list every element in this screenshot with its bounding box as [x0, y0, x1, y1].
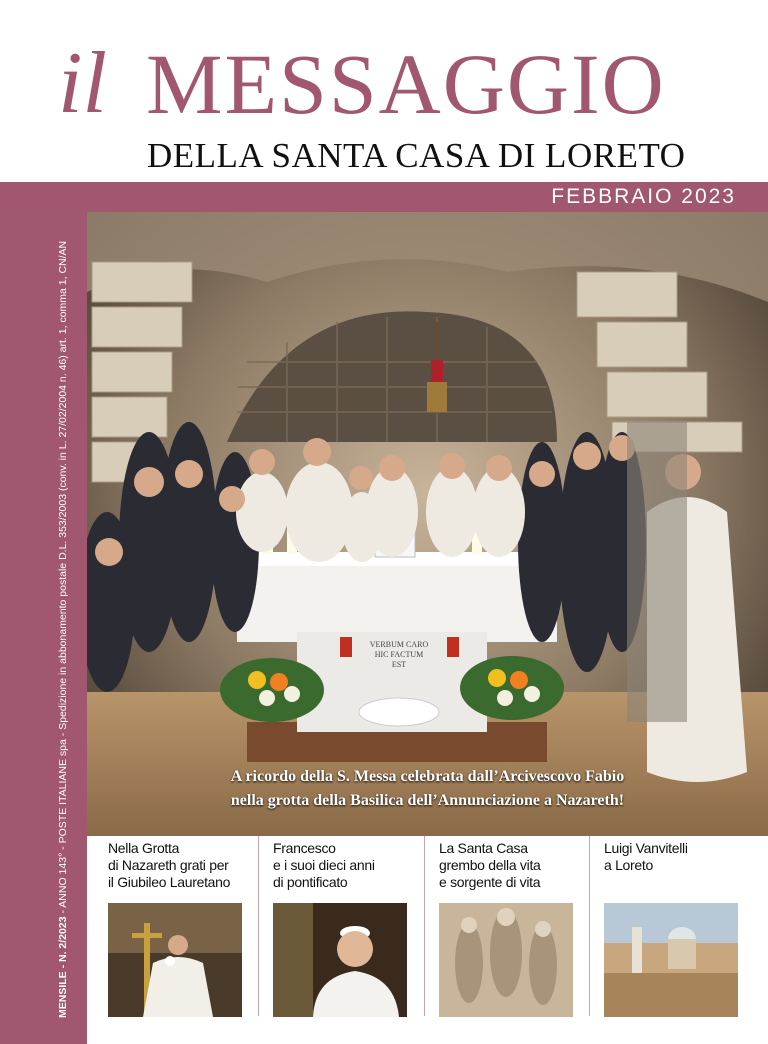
teaser-vanvitelli[interactable] [604, 840, 738, 898]
teaser-title: Francesco e i suoi dieci anni di pontificato [273, 840, 375, 890]
cover-photo [87, 212, 768, 836]
loreto-aerial-photo [604, 903, 738, 1017]
teaser-title: Nella Grotta di Nazareth grati per il Giubileo Lauretano [108, 840, 231, 890]
teaser-title: La Santa Casa grembo della vita e sorgente di vita [439, 840, 541, 890]
column-divider [424, 836, 425, 1016]
altar-inscription-2: HIC FACTUM [374, 650, 424, 659]
pope-francis-portrait-photo [273, 903, 407, 1017]
masthead [0, 0, 768, 182]
spine-strip [0, 182, 87, 1044]
magazine-subtitle: DELLA SANTA CASA DI LORETO [147, 136, 686, 175]
spine-text [57, 241, 69, 1018]
marble-relief-photo [439, 903, 573, 1017]
issue-date: FEBBRAIO 2023 [551, 185, 736, 208]
cover-caption-line-1: A ricordo della S. Messa celebrata dall’Arcivescovo Fabio [230, 768, 625, 785]
issue-number: MENSILE - N. 2/2023 [57, 916, 69, 1018]
altar-inscription-1: VERBUM CARO [369, 640, 429, 649]
title-prefix: il [58, 35, 107, 132]
cover-caption-line-2: nella grotta della Basilica dell’Annunciazione a Nazareth! [230, 792, 625, 809]
postal-info: - ANNO 143° - POSTE ITALIANE spa - Spedizione in abbonamento postale D.L. 353/2003 (conv. in L. 27/02/2004 n. 46) art. 1, comma 1, CN/AN [57, 240, 69, 917]
teaser-title: Luigi Vanvitelli a Loreto [604, 840, 688, 873]
teaser-francesco[interactable] [273, 840, 407, 898]
column-divider [258, 836, 259, 1016]
teaser-santa-casa[interactable] [439, 840, 573, 898]
priest-elevating-host-photo [108, 903, 242, 1017]
magazine-title: MESSAGGIO [146, 36, 666, 132]
teaser-grotta[interactable] [108, 840, 242, 898]
column-divider [589, 836, 590, 1016]
grotto-scene [87, 212, 768, 836]
altar-inscription-3: EST [391, 660, 407, 669]
